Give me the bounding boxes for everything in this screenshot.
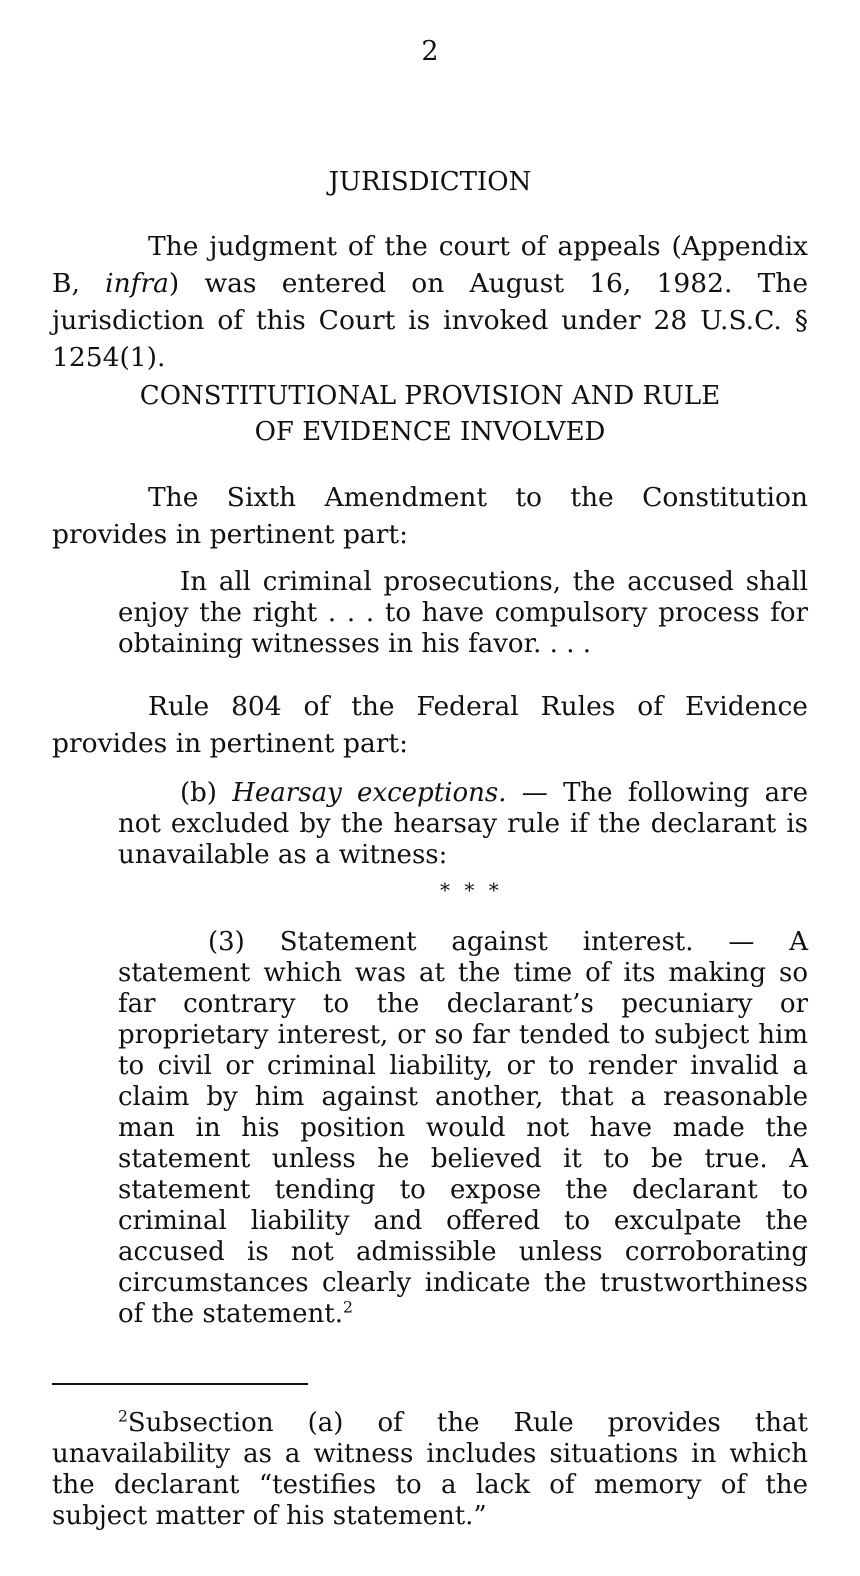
hearsay-text: — The following are not excluded by the hearsay rule if the declarant is unavailable as a witness: <box>118 778 808 870</box>
footnote-text: Subsection (a) of the Rule provides that unavailability as a witness includes situations in which the declarant “testifies to a lack of memory of the subject matter of his statement.” <box>52 1408 808 1531</box>
sixth-amendment-quote: In all criminal prosecutions, the accused shall enjoy the right . . . to have compulsory process for obtaining witnesses in his favor. . . . <box>118 567 808 659</box>
ellipsis-stars: * * * <box>440 878 503 902</box>
statement-against-interest-quote <box>118 927 808 1330</box>
footnote <box>52 1408 808 1532</box>
jurisdiction-heading: JURISDICTION <box>328 167 532 197</box>
statement-text: (3) Statement against interest. — A statement which was at the time of its making so far contrary to the declarant’s pecuniary or proprietary interest, or so far tended to subject him to civil or criminal liability, or to render invalid a claim by him against another, that a reasonable man in his position would not have made the statement unless he believed it to be true. A statement tending to expose the declarant to criminal liability and offered to exculpate the accused is not admissible unless corroborating circumstances clearly indicate the trustworthiness of the statement. <box>118 927 808 1329</box>
hearsay-exceptions-quote <box>118 778 808 871</box>
hearsay-italic-title: Hearsay exceptions. <box>232 778 507 808</box>
footnote-marker: 2 <box>118 1407 128 1426</box>
footnote-reference: 2 <box>343 1298 353 1317</box>
page-number: 2 <box>421 36 439 67</box>
sixth-amendment-intro: The Sixth Amendment to the Constitution provides in pertinent part: <box>52 482 808 550</box>
provisions-heading-line2: OF EVIDENCE INVOLVED <box>254 417 606 447</box>
jurisdiction-text-start: The judgment of the court of appeals (Appendix B, <box>52 231 808 299</box>
rule-804-intro: Rule 804 of the Federal Rules of Evidence provides in pertinent part: <box>52 691 808 759</box>
hearsay-prefix: (b) <box>180 778 233 808</box>
footnote-divider <box>52 1383 308 1385</box>
jurisdiction-text-end: ) was entered on August 16, 1982. The jurisdiction of this Court is invoked under 28 U.S.C. § 1254(1). <box>52 268 808 373</box>
provisions-heading-line1: CONSTITUTIONAL PROVISION AND RULE <box>139 381 721 411</box>
jurisdiction-italic-infra: infra <box>105 268 169 299</box>
jurisdiction-paragraph <box>52 228 808 376</box>
